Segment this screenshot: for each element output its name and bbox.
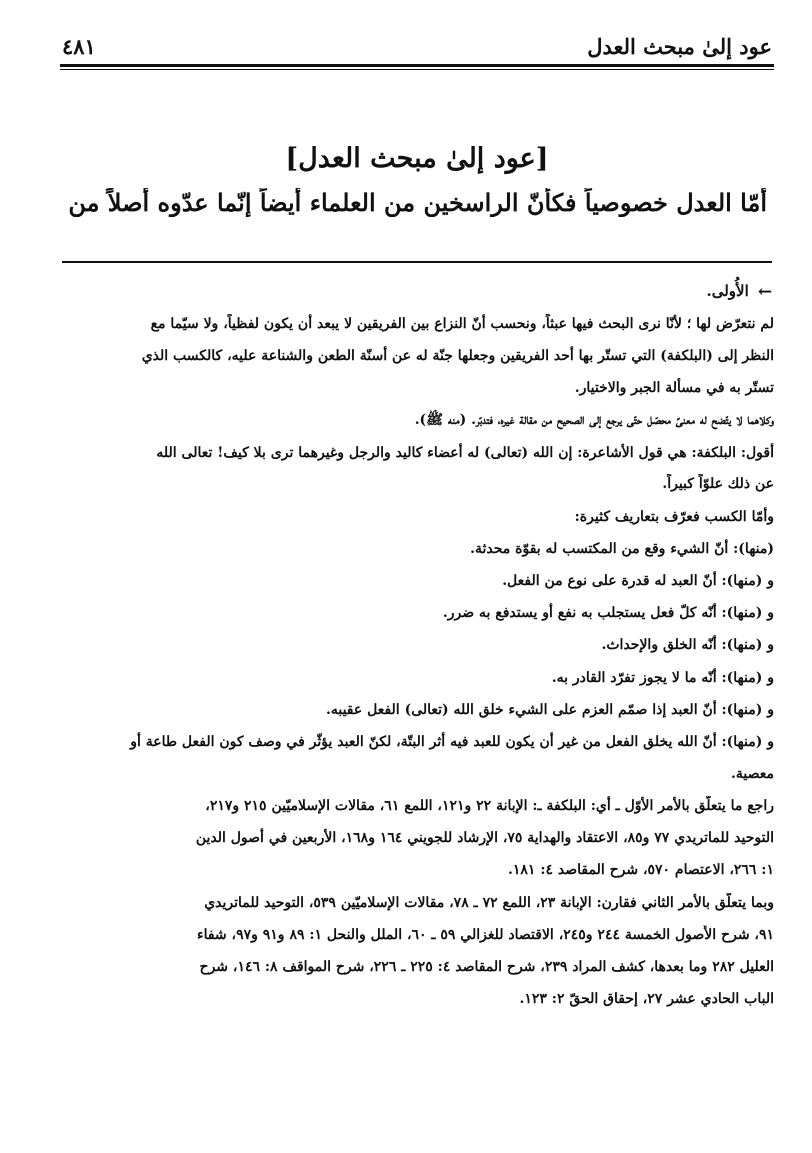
footnote-line: و (منها): أنّه ما لا يجوز تفرّد القادر به. (551, 670, 774, 686)
footnote-continuation (62, 282, 776, 302)
footnote-line: وبما يتعلّق بالأمر الثاني فقارن: الإبانة ٢٣، اللمع ٧٢ ـ ٧٨، مقالات الإسلاميّين ٥٣٩، التوحيد للماتريدي (204, 895, 774, 911)
footnote-line: وكلاهما لا يتّضح له معنىً محصّل حتّى يرجع إلى الصحيح من مقالة غيره، فتدبّر. (منه ﷺ). (414, 412, 774, 428)
footnote-line: راجع ما يتعلّق بالأمر الأوّل ـ أي: البلكفة ـ: الإبانة ٢٢ و١٢١، اللمع ٦١، مقالات الإسلاميّين ٢١٥ و٢١٧، (205, 798, 774, 814)
footnote-line: النظر إلى (البلكفة) التي تستّر بها أحد الفريقين وجعلها جنّة له عن أسنّة الطعن والشناعة عليه، كالكسب الذي (141, 348, 774, 364)
section-heading: [عود إلىٰ مبحث العدل] (285, 143, 549, 174)
footnote-line: التوحيد للماتريدي ٧٧ و٨٥، الاعتقاد والهداية ٧٥، الإرشاد للجويني ١٦٤ و١٦٨، الأربعين في أُصول الدين (195, 830, 774, 846)
footnote-line: و (منها): أنّه كلّ فعل يستجلب به نفع أو يستدفع به ضرر. (442, 605, 774, 621)
footnote-line: و (منها): أنّ العبد إذا صمّم العزم على الشيء خلق الله (تعالى) الفعل عقيبه. (325, 702, 774, 718)
footnote-line: عن ذلك علوّاً كبيراً. (662, 476, 774, 492)
running-title: عود إلىٰ مبحث العدل (587, 34, 772, 59)
header-rule (60, 64, 774, 67)
footnote-line: لم نتعرّض لها ؛ لأنّا نرى البحث فيها عبثاً، ونحسب أنّ النزاع بين الفريقين لا يبعد أن يكون لفظياً، ولا سيّما مع (150, 316, 774, 332)
footnote-line: و (منها): أنّ الله يخلق الفعل من غير أن يكون للعبد فيه أثر البتّة، لكنّ العبد يؤثّر في وصف كون الفعل طاعة أو (130, 734, 774, 750)
footnote-line: تستّر به في مسألة الجبر والاختيار. (574, 380, 774, 396)
footnote-line: و (منها): أنّ العبد له قدرة على نوع من الفعل. (502, 573, 774, 589)
footnote-line: ١: ٢٦٦، الاعتصام ٥٧٠، شرح المقاصد ٤: ١٨١. (508, 862, 774, 878)
footnote-line: ٩١، شرح الأُصول الخمسة ٢٤٤ و٢٤٥، الاقتصاد للغزالي ٥٩ ـ ٦٠، الملل والنحل ١: ٨٩ و٩١ و٩٧، شفاء (197, 927, 774, 943)
page-number: ٤٨١ (62, 34, 96, 59)
continuation-arrow-icon: ← (757, 282, 773, 302)
footnote-line: و (منها): أنّه الخلق والإحداث. (601, 637, 774, 653)
body-text-line: أمّا العدل خصوصياً فكأنّ الراسخين من العلماء أيضاً إنّما عدّوه أصلاً من (68, 188, 767, 217)
footnote-line: وأمّا الكسب فعرّف بتعاريف كثيرة: (574, 509, 774, 525)
footnote-separator (62, 261, 772, 263)
footnote-line: معصية. (731, 766, 774, 782)
header-rule-thin (60, 69, 774, 70)
footnote-line: أقول: البلكفة: هي قول الأشاعرة: إن الله (تعالى) له أعضاء كاليد والرجل وغيرهما ترى بلا كيف! تعالى الله (156, 445, 774, 461)
running-header (62, 28, 772, 62)
continuation-text: الأُولى. (706, 282, 749, 300)
footnote-line: (منها): أنّ الشيء وقع من المكتسب له بقوّة محدثة. (470, 541, 774, 557)
footnote-line: الباب الحادي عشر ٢٧، إحقاق الحقّ ٢: ١٢٣. (519, 991, 774, 1007)
footnote-line: العليل ٢٨٢ وما بعدها، كشف المراد ٢٣٩، شرح المقاصد ٤: ٢٢٥ ـ ٢٢٦، شرح المواقف ٨: ١٤٦، شرح (199, 959, 774, 975)
